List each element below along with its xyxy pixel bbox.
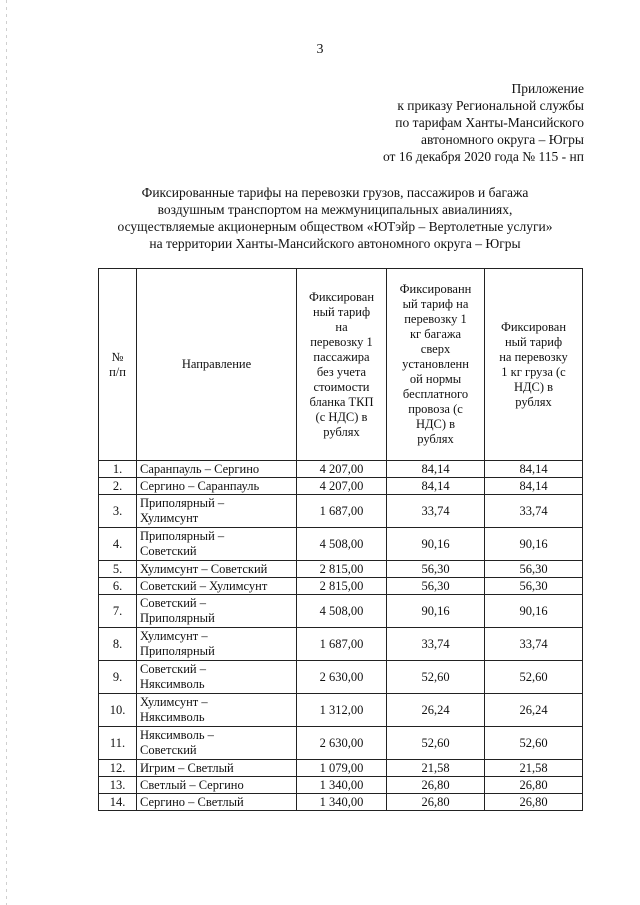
header-line: ный тариф (504, 334, 563, 349)
table-row (99, 661, 583, 694)
baggage-fare: 26,80 (387, 777, 485, 794)
cargo-fare: 33,74 (485, 495, 583, 528)
cargo-fare: 26,80 (485, 777, 583, 794)
route-line: Сергино – Саранпауль (140, 478, 260, 493)
route-direction (137, 561, 297, 578)
document-title (80, 184, 590, 252)
route-line: Приполярный (140, 644, 215, 658)
cargo-fare: 33,74 (485, 628, 583, 661)
baggage-fare: 56,30 (387, 578, 485, 595)
baggage-fare: 52,60 (387, 727, 485, 760)
row-number: 14. (99, 794, 137, 811)
header-line: Фиксирован (500, 319, 567, 334)
table-row (99, 578, 583, 595)
header-line: на (335, 319, 348, 334)
appendix-line: к приказу Региональной службы (397, 98, 584, 113)
passenger-fare: 1 687,00 (297, 495, 387, 528)
header-line: НДС) в (415, 417, 456, 431)
route-line: Хулимсунт (140, 511, 199, 525)
route-line: Советский – (140, 596, 206, 610)
passenger-fare: 4 508,00 (297, 528, 387, 561)
passenger-fare: 1 340,00 (297, 777, 387, 794)
baggage-fare: 21,58 (387, 760, 485, 777)
passenger-fare: 1 079,00 (297, 760, 387, 777)
route-line: Хулимсунт – (140, 695, 208, 709)
route-line: Приполярный (140, 611, 215, 625)
route-direction (137, 595, 297, 628)
route-line: Няксимволь (140, 677, 205, 691)
table-row (99, 727, 583, 760)
route-line: Светлый – Сергино (140, 777, 244, 792)
row-number: 8. (99, 628, 137, 661)
passenger-fare: 1 687,00 (297, 628, 387, 661)
row-number: 10. (99, 694, 137, 727)
row-number: 2. (99, 478, 137, 495)
route-line: Няксимволь (140, 710, 205, 724)
appendix-line: от 16 декабря 2020 года № 115 - нп (382, 149, 584, 164)
passenger-fare: 2 630,00 (297, 661, 387, 694)
baggage-fare: 33,74 (387, 495, 485, 528)
header-num (99, 269, 137, 461)
header-line: установленн (402, 357, 469, 371)
appendix-block (383, 80, 584, 165)
table-row (99, 628, 583, 661)
cargo-fare: 90,16 (485, 528, 583, 561)
row-number: 9. (99, 661, 137, 694)
page-number: 3 (316, 42, 324, 57)
passenger-fare: 4 207,00 (297, 478, 387, 495)
row-number: 6. (99, 578, 137, 595)
route-line: Советский (140, 743, 197, 757)
passenger-fare: 2 630,00 (297, 727, 387, 760)
route-direction (137, 777, 297, 794)
passenger-fare: 4 508,00 (297, 595, 387, 628)
cargo-fare: 90,16 (485, 595, 583, 628)
row-number: 4. (99, 528, 137, 561)
title-line: Фиксированные тарифы на перевозки грузов, пассажиров и багажа (141, 185, 529, 200)
cargo-fare: 84,14 (485, 478, 583, 495)
header-line: кг багажа (409, 327, 462, 341)
header-line: п/п (109, 364, 126, 379)
cargo-fare: 52,60 (485, 727, 583, 760)
table-row (99, 528, 583, 561)
route-line: Хулимсунт – Советский (140, 561, 268, 576)
table-row (99, 478, 583, 495)
header-line: пассажира (313, 349, 370, 364)
header-line: (с НДС) в (315, 409, 368, 424)
header-line: рублях (323, 424, 360, 439)
route-direction (137, 727, 297, 760)
baggage-fare: 52,60 (387, 661, 485, 694)
row-number: 12. (99, 760, 137, 777)
table-row (99, 760, 583, 777)
header-line: № (111, 349, 124, 364)
header-passenger-fare (297, 269, 387, 461)
header-row (99, 269, 583, 461)
header-line: перевозку 1 (404, 312, 467, 326)
passenger-fare: 1 340,00 (297, 794, 387, 811)
route-direction (137, 528, 297, 561)
baggage-fare: 56,30 (387, 561, 485, 578)
route-line: Сергино – Светлый (140, 794, 244, 809)
header-line: Направление (181, 357, 252, 371)
table-row (99, 794, 583, 811)
header-line: провоза (с (408, 402, 463, 416)
header-cargo-fare (485, 269, 583, 461)
cargo-fare: 56,30 (485, 578, 583, 595)
header-line: рублях (417, 432, 454, 446)
route-line: Советский – Хулимсунт (140, 578, 268, 593)
route-line: Советский – (140, 662, 206, 676)
baggage-fare: 84,14 (387, 461, 485, 478)
row-number: 3. (99, 495, 137, 528)
table-row (99, 777, 583, 794)
route-direction (137, 461, 297, 478)
row-number: 5. (99, 561, 137, 578)
title-line: осуществляемые акционерным обществом «ЮТэйр – Вертолетные услуги» (117, 219, 553, 234)
table-row (99, 694, 583, 727)
header-line: Фиксирован (308, 289, 375, 304)
header-line: перевозку 1 (310, 334, 373, 349)
cargo-fare: 21,58 (485, 760, 583, 777)
passenger-fare: 4 207,00 (297, 461, 387, 478)
route-line: Приполярный – (140, 496, 225, 510)
row-number: 13. (99, 777, 137, 794)
tariff-table (98, 268, 583, 811)
route-direction (137, 661, 297, 694)
appendix-line: по тарифам Ханты-Мансийского (395, 115, 584, 130)
header-line: без учета (316, 364, 367, 379)
row-number: 1. (99, 461, 137, 478)
cargo-fare: 84,14 (485, 461, 583, 478)
route-direction (137, 694, 297, 727)
header-line: ый тариф на (402, 297, 469, 311)
header-line: сверх (420, 342, 451, 356)
route-direction (137, 628, 297, 661)
table-row (99, 461, 583, 478)
route-direction (137, 495, 297, 528)
appendix-line: Приложение (511, 81, 584, 96)
header-line: рублях (515, 394, 552, 409)
table-row (99, 595, 583, 628)
header-baggage-fare (387, 269, 485, 461)
appendix-line: автономного округа – Югры (421, 132, 584, 147)
row-number: 11. (99, 727, 137, 760)
cargo-fare: 56,30 (485, 561, 583, 578)
row-number: 7. (99, 595, 137, 628)
cargo-fare: 26,80 (485, 794, 583, 811)
cargo-fare: 52,60 (485, 661, 583, 694)
baggage-fare: 90,16 (387, 595, 485, 628)
header-line: на перевозку (499, 349, 568, 364)
table-row (99, 495, 583, 528)
baggage-fare: 90,16 (387, 528, 485, 561)
route-line: Игрим – Светлый (140, 760, 234, 775)
header-line: Фиксированн (399, 282, 472, 296)
route-line: Няксимволь – (140, 728, 214, 742)
header-line: НДС) в (513, 379, 554, 394)
header-line: ный тариф (312, 304, 371, 319)
cargo-fare: 26,24 (485, 694, 583, 727)
header-line: ой нормы (409, 372, 462, 386)
passenger-fare: 2 815,00 (297, 578, 387, 595)
route-line: Хулимсунт – (140, 629, 208, 643)
header-direction (137, 269, 297, 461)
route-direction (137, 794, 297, 811)
header-line: 1 кг груза (с (501, 364, 566, 379)
passenger-fare: 2 815,00 (297, 561, 387, 578)
table-row (99, 561, 583, 578)
route-line: Приполярный – (140, 529, 225, 543)
route-direction (137, 478, 297, 495)
header-line: бесплатного (402, 387, 469, 401)
passenger-fare: 1 312,00 (297, 694, 387, 727)
baggage-fare: 26,24 (387, 694, 485, 727)
title-line: воздушным транспортом на межмуниципальных авиалиниях, (157, 202, 513, 217)
baggage-fare: 33,74 (387, 628, 485, 661)
route-line: Советский (140, 544, 197, 558)
header-line: бланка ТКП (309, 394, 374, 409)
baggage-fare: 26,80 (387, 794, 485, 811)
scan-edge (6, 0, 7, 905)
header-line: стоимости (313, 379, 370, 394)
route-direction (137, 578, 297, 595)
route-line: Саранпауль – Сергино (140, 461, 260, 476)
title-line: на территории Ханты-Мансийского автономного округа – Югры (149, 236, 521, 251)
baggage-fare: 84,14 (387, 478, 485, 495)
route-direction (137, 760, 297, 777)
